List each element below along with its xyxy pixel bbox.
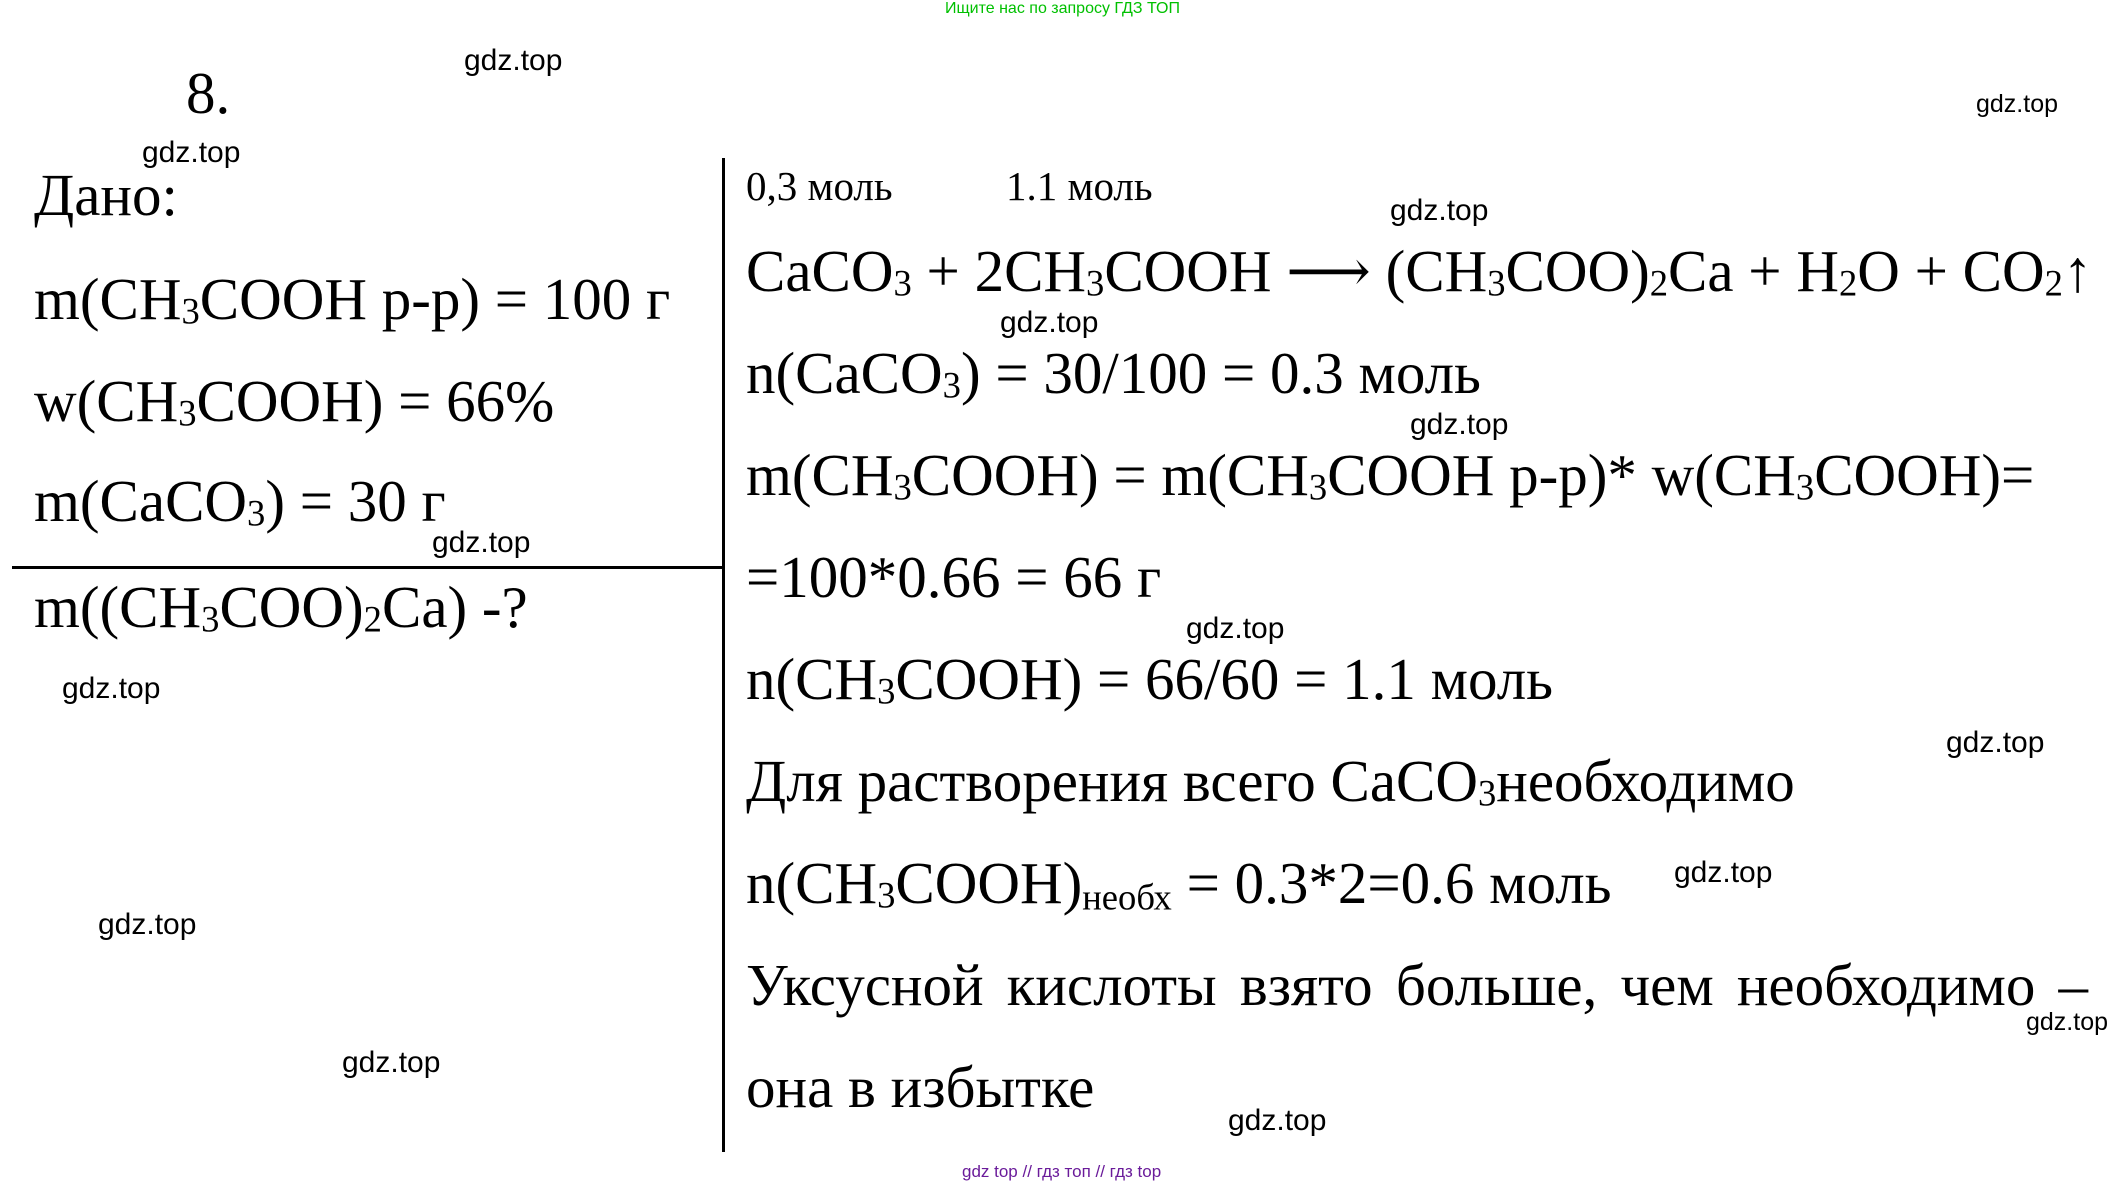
problem-number: 8. xyxy=(186,60,231,126)
moles-acid-label: 1.1 моль xyxy=(1006,163,1153,209)
given-caco3-mass: m(CaCO$_3$) = 30 г xyxy=(34,468,446,534)
n-caco3-calc: n(CaCO$_3$) = 30/100 = 0.3 моль xyxy=(746,340,1481,406)
conclusion-line2: она в избытке xyxy=(746,1054,1095,1120)
watermark: gdz.top xyxy=(342,1046,441,1079)
top-banner: Ищите нас по запросу ГДЗ ТОП xyxy=(945,0,1180,17)
n-needed-calc: $n(CH_3COOH)необх = 0.3*2=0.6$ моль xyxy=(746,850,1612,918)
watermark: gdz.top xyxy=(1674,856,1773,889)
watermark: gdz.top xyxy=(1976,90,2059,118)
dissolve-statement: Для растворения всего CaCO$_3$необходимо xyxy=(746,748,1795,814)
given-solution-mass: $m(CH_3COOH$ р-р) = 100 г xyxy=(34,266,671,332)
watermark: gdz.top xyxy=(2026,1008,2109,1036)
watermark: gdz.top xyxy=(142,136,241,169)
given-find-divider xyxy=(12,566,724,569)
watermark: gdz.top xyxy=(1186,612,1285,645)
watermark: gdz.top xyxy=(1228,1104,1327,1137)
reaction-equation: CaCO$_3$ + $2CH_3COOH$ ⟶ $(CH_3COO)_2Ca + H_2O$ + $CO_2↑$ xyxy=(746,238,2093,304)
watermark: gdz.top xyxy=(1390,194,1489,227)
watermark: gdz.top xyxy=(62,672,161,705)
watermark: gdz.top xyxy=(1946,726,2045,759)
m-acid-calc-line1: $m(CH_3COOH)$ = $m(CH_3COOH$ р-р)* $w(CH_3COOH)=$ xyxy=(746,442,2035,508)
watermark: gdz.top xyxy=(1410,408,1509,441)
vertical-divider xyxy=(722,158,725,1152)
conclusion-line1: Уксусной кислоты взято больше, чем необходимо – xyxy=(746,952,2088,1018)
m-acid-calc-line2: =100*0.66 = 66 г xyxy=(746,544,1162,610)
watermark: gdz.top xyxy=(464,44,563,77)
given-mass-fraction: $w(CH_3COOH) = 66\%$ xyxy=(34,368,555,434)
watermark: gdz.top xyxy=(1000,306,1099,339)
find-quantity: $m((CH_3COO)_2Ca)$ -? xyxy=(34,574,528,640)
given-title: Дано: xyxy=(34,162,178,228)
footer-watermark: gdz top // гдз топ // гдз top xyxy=(962,1162,1162,1181)
watermark: gdz.top xyxy=(432,526,531,559)
moles-caco3-label: 0,3 моль xyxy=(746,163,893,209)
n-acid-calc: $n(CH_3COOH) = 66/60 = 1.1$ моль xyxy=(746,646,1554,712)
watermark: gdz.top xyxy=(98,908,197,941)
